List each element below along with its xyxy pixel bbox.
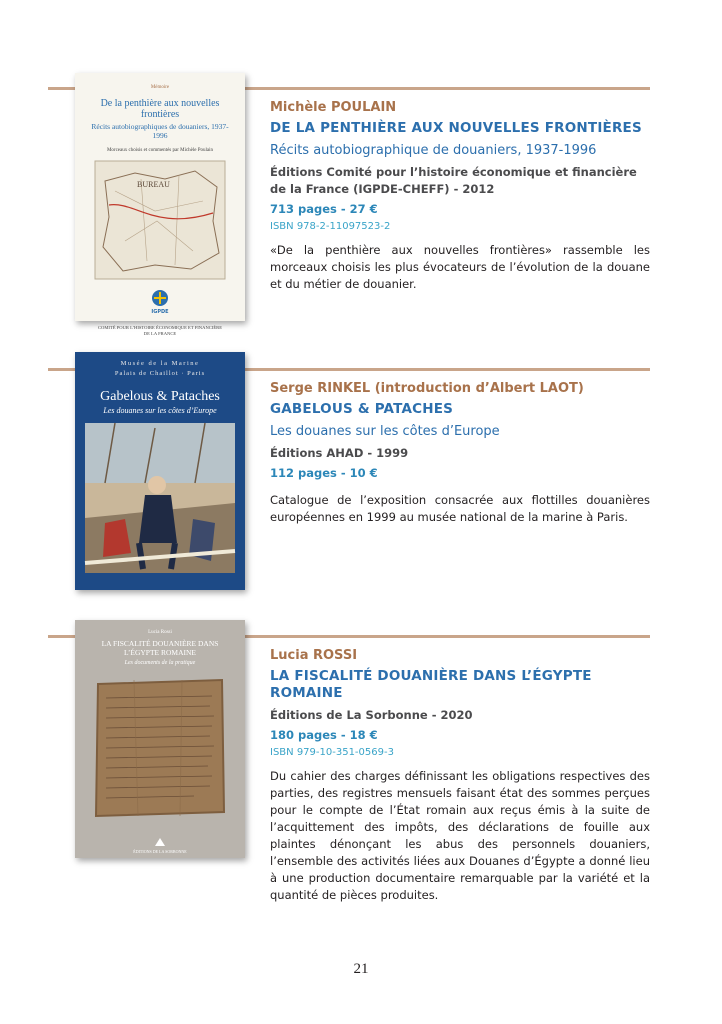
svg-text:BUREAU: BUREAU bbox=[137, 180, 170, 189]
book-cover-rinkel bbox=[75, 352, 245, 590]
cover-subtitle: Les douanes sur les côtes d’Europe bbox=[103, 406, 217, 415]
cover-title: Gabelous & Pataches bbox=[100, 389, 220, 404]
cover-title: De la penthière aux nouvelles frontières bbox=[100, 98, 220, 120]
cover-location-line: Palais de Chaillot · Paris bbox=[114, 370, 206, 377]
book-pages-price: 112 pages - 10 € bbox=[270, 466, 378, 480]
divider-left bbox=[48, 87, 78, 90]
cover-byline: Morceaux choisis et commentés par Michèle Poulain bbox=[106, 148, 214, 153]
book-title: DE LA PENTHIÈRE AUX NOUVELLES FRONTIÈRES bbox=[270, 120, 642, 136]
book-publisher: Éditions Comité pour l’histoire économique et financière de la France (IGPDE-CHEFF) - 2012 bbox=[270, 165, 637, 196]
page-number: 21 bbox=[353, 961, 369, 977]
book-entry-rinkel bbox=[270, 381, 650, 526]
divider-right bbox=[244, 635, 650, 638]
cover-subtitle: Récits autobiographiques de douaniers, 1937-1996 bbox=[91, 122, 229, 140]
book-author: Serge RINKEL (introduction d’Albert LAOT) bbox=[270, 381, 584, 396]
book-description: «De la penthière aux nouvelles frontières» rassemble les morceaux choisis les plus évocateurs de l’évolution de la douane et du métier de douanier. bbox=[270, 243, 650, 291]
divider-right bbox=[244, 368, 650, 371]
book-description: Catalogue de l’exposition consacrée aux flottilles douanières européennes en 1999 au musée national de la marine à Paris. bbox=[270, 493, 650, 524]
book-entry-rossi bbox=[270, 648, 650, 904]
cover-footer: COMITÉ POUR L’HISTOIRE ÉCONOMIQUE ET FINANCIÈRE DE LA FRANCE bbox=[97, 325, 223, 336]
cover-title: LA FISCALITÉ DOUANIÈRE DANS L’ÉGYPTE ROMAINE bbox=[101, 639, 219, 657]
book-author: Lucia ROSSI bbox=[270, 648, 358, 663]
book-entry-poulain bbox=[270, 100, 650, 293]
book-pages-price: 713 pages - 27 € bbox=[270, 202, 378, 216]
book-author: Michèle POULAIN bbox=[270, 100, 397, 115]
book-title: LA FISCALITÉ DOUANIÈRE DANS L’ÉGYPTE ROMAINE bbox=[270, 668, 592, 701]
cover-museum-line: Musée de la Marine bbox=[120, 360, 200, 367]
book-publisher: Éditions AHAD - 1999 bbox=[270, 446, 409, 460]
igpde-logo-icon bbox=[149, 289, 171, 309]
book-cover-rossi bbox=[75, 620, 245, 858]
cover-label: Mémoire bbox=[150, 85, 170, 90]
book-cover-poulain bbox=[75, 73, 245, 336]
cover-illustration bbox=[85, 423, 235, 573]
book-description: Du cahier des charges définissant les obligations respectives des parties, des registres mensuels faisant état des sommes perçues pour le compte de l’État romain aux reçus émis à la suite de l’acquittement des impôts, des déclarations de fouille aux plaintes dénonçant les abus des personnels douaniers, l’ensemble des activités liées aux Douanes d’Égypte a donné lieu à une production documentaire remarquable par la variété et la quantité de pièces produites. bbox=[270, 769, 650, 902]
book-subtitle: Récits autobiographique de douaniers, 1937-1996 bbox=[270, 143, 597, 158]
divider-left bbox=[48, 635, 78, 638]
cover-map-illustration bbox=[95, 161, 225, 279]
sorbonne-logo-icon bbox=[155, 838, 165, 846]
cover-subtitle: Les documents de la pratique bbox=[124, 660, 196, 666]
logo-text: IGPDE bbox=[151, 309, 169, 315]
book-pages-price: 180 pages - 18 € bbox=[270, 728, 378, 742]
divider-right bbox=[244, 87, 650, 90]
book-subtitle: Les douanes sur les côtes d’Europe bbox=[270, 424, 500, 439]
book-title: GABELOUS & PATACHES bbox=[270, 401, 454, 417]
cover-papyrus-image bbox=[94, 678, 226, 818]
divider-left bbox=[48, 368, 78, 371]
book-isbn: ISBN 978-2-11097523-2 bbox=[270, 221, 391, 232]
cover-author: Lucia Rossi bbox=[148, 630, 172, 635]
book-publisher: Éditions de La Sorbonne - 2020 bbox=[270, 708, 473, 722]
cover-footer: ÉDITIONS DE LA SORBONNE bbox=[133, 849, 187, 854]
book-isbn: ISBN 979-10-351-0569-3 bbox=[270, 747, 394, 758]
